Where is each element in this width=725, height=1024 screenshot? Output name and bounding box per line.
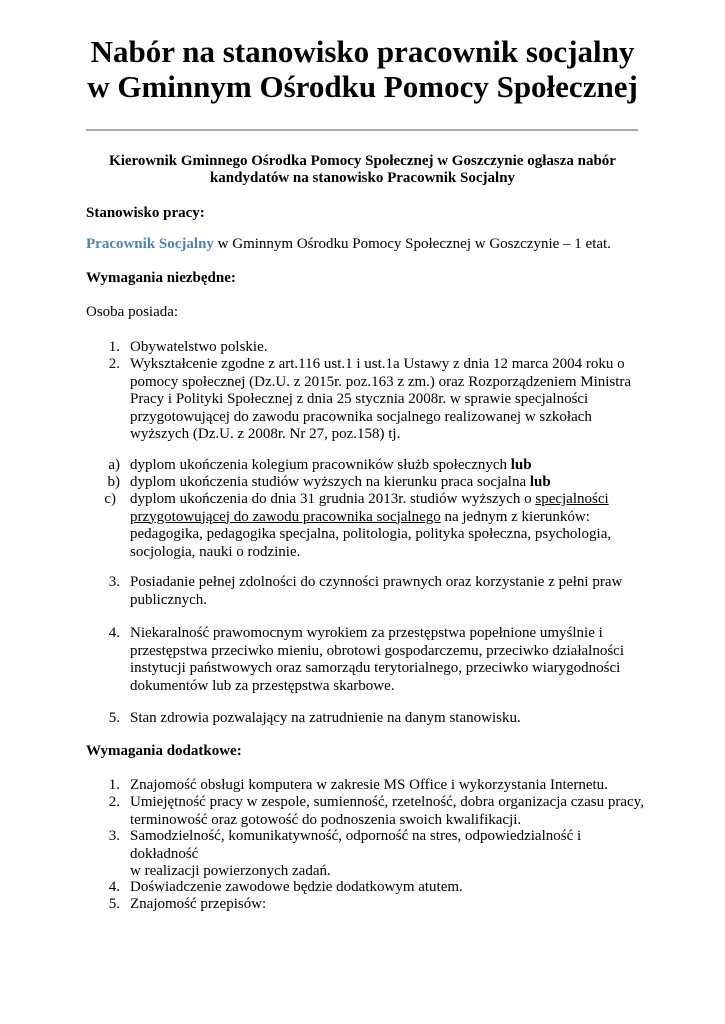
list-item-line: Doświadczenie zawodowe będzie dodatkowym atutem.: [130, 879, 463, 895]
list-number: 5.: [108, 896, 120, 912]
list-item: [130, 794, 644, 829]
list-item-line: Umiejętność pracy w zespole, sumienność, rzetelność, dobra organizacja czasu pracy,: [130, 794, 644, 810]
title-line-2: w Gminnym Ośrodku Pomocy Społecznej: [87, 69, 638, 104]
sublist-text: dyplom ukończenia kolegium pracowników służb społecznych: [130, 457, 511, 473]
list-item: [130, 574, 622, 609]
list-item: [130, 828, 581, 881]
list-item-line: Znajomość przepisów:: [130, 896, 267, 912]
sublist-bold: lub: [510, 457, 532, 473]
list-item-line: wyższych (Dz.U. z 2008r. Nr 27, poz.158) tj.: [130, 426, 401, 442]
list-item-line: Stan zdrowia pozwalający na zatrudnienie na danym stanowisku.: [130, 710, 521, 726]
list-item: [130, 625, 624, 695]
list-number: 1.: [108, 339, 120, 355]
list-item-line: dokładność: [130, 845, 199, 862]
list-item-line: publicznych.: [130, 591, 208, 608]
list-number: 2.: [108, 356, 120, 372]
section-heading-wymagania-niezbedne: Wymagania niezbędne:: [86, 270, 236, 286]
list-item-line: Samodzielność, komunikatywność, odporność na stres, odpowiedzialność i: [130, 828, 582, 844]
sublist-c-line-4: socjologia, nauki o rodzinie.: [130, 543, 301, 560]
title-line-1: Nabór na stanowisko pracownik socjalny: [90, 34, 635, 69]
list-item-line: przestępstwa przeciwko mieniu, obrotowi gospodarczemu, przeciwko działalności: [130, 642, 624, 659]
list-item: [130, 777, 608, 795]
list-item-line: instytucji państwowych oraz samorządu terytorialnego, przeciwko wiarygodności: [130, 660, 621, 676]
underlined-text: specjalności: [535, 491, 609, 507]
sublist-c-line-3: pedagogika, pedagogika specjalna, politologia, polityka społeczna, psychologia,: [130, 526, 612, 542]
list-number: 3.: [108, 574, 120, 590]
list-item: [130, 896, 266, 914]
sublist-label: a): [108, 457, 120, 473]
list-item-line: Niekaralność prawomocnym wyrokiem za przestępstwa popełnione umyślnie i: [130, 625, 603, 641]
list-item-line: pomocy społecznej (Dz.U. z 2015r. poz.163 z zm.) oraz Rozporządzeniem Ministra: [130, 373, 632, 390]
sublist-label: c): [104, 491, 116, 507]
list-item: [130, 879, 463, 897]
list-item-line: dokumentów lub za przestępstwa skarbowe.: [130, 677, 395, 694]
position-paragraph: [86, 236, 611, 254]
section-heading-stanowisko: Stanowisko pracy:: [86, 205, 205, 221]
sublist-item-a: [130, 457, 532, 475]
horizontal-divider: [86, 129, 638, 131]
list-item-line: terminowość oraz gotowość do podnoszenia swoich kwalifikacji.: [130, 811, 522, 828]
list-item-line: Znajomość obsługi komputera w zakresie MS Office i wykorzystania Internetu.: [130, 777, 608, 793]
underlined-text: przygotowującej do zawodu pracownika socjalnego: [130, 508, 441, 525]
list-number: 4.: [108, 625, 120, 641]
list-item: [130, 356, 631, 444]
list-number: 5.: [108, 710, 120, 726]
sublist-text: dyplom ukończenia studiów wyższych na kierunku praca socjalna: [130, 474, 530, 490]
list-item-line: w realizacji powierzonych zadań.: [130, 863, 331, 879]
section-heading-wymagania-dodatkowe: Wymagania dodatkowe:: [86, 743, 242, 759]
sublist-item-b: [130, 474, 551, 492]
list-item-line: Wykształcenie zgodne z art.116 ust.1 i ust.1a Ustawy z dnia 12 marca 2004 roku o: [130, 356, 625, 372]
sublist-c-line-1: [130, 491, 611, 509]
list-item-line: Pracy i Polityki Społecznej z dnia 25 stycznia 2008r. w sprawie specjalności: [130, 391, 589, 407]
sublist-label: b): [107, 474, 120, 490]
sublist-c-line-2: [130, 509, 611, 527]
sublist-item-c: [130, 491, 611, 561]
list-item: [130, 339, 267, 357]
intro-line-2: kandydatów na stanowisko Pracownik Socjalny: [209, 170, 516, 186]
sublist-text: na jednym z kierunków:: [440, 508, 590, 525]
position-rest: w Gminnym Ośrodku Pomocy Społecznej w Goszczynie – 1 etat.: [213, 236, 611, 252]
list-item-line: Posiadanie pełnej zdolności do czynności prawnych oraz korzystanie z pełni praw: [130, 574, 623, 590]
sublist-bold: lub: [529, 474, 551, 490]
list-number: 2.: [108, 794, 120, 810]
list-item: [130, 710, 521, 728]
position-link[interactable]: Pracownik Socjalny: [86, 236, 214, 252]
list-number: 3.: [108, 828, 120, 844]
intro-line-1: Kierownik Gminnego Ośrodka Pomocy Społecznej w Goszczynie ogłasza nabór: [109, 153, 616, 169]
list-number: 4.: [108, 879, 120, 895]
lead-text: Osoba posiada:: [86, 304, 179, 320]
list-number: 1.: [108, 777, 120, 793]
sublist-text: dyplom ukończenia do dnia 31 grudnia 2013r. studiów wyższych o: [130, 491, 536, 507]
list-item-line: przygotowującej do zawodu pracownika socjalnego realizowanej w szkołach: [130, 408, 592, 425]
page-title: [40, 34, 685, 104]
list-item-line: Obywatelstwo polskie.: [130, 339, 268, 355]
